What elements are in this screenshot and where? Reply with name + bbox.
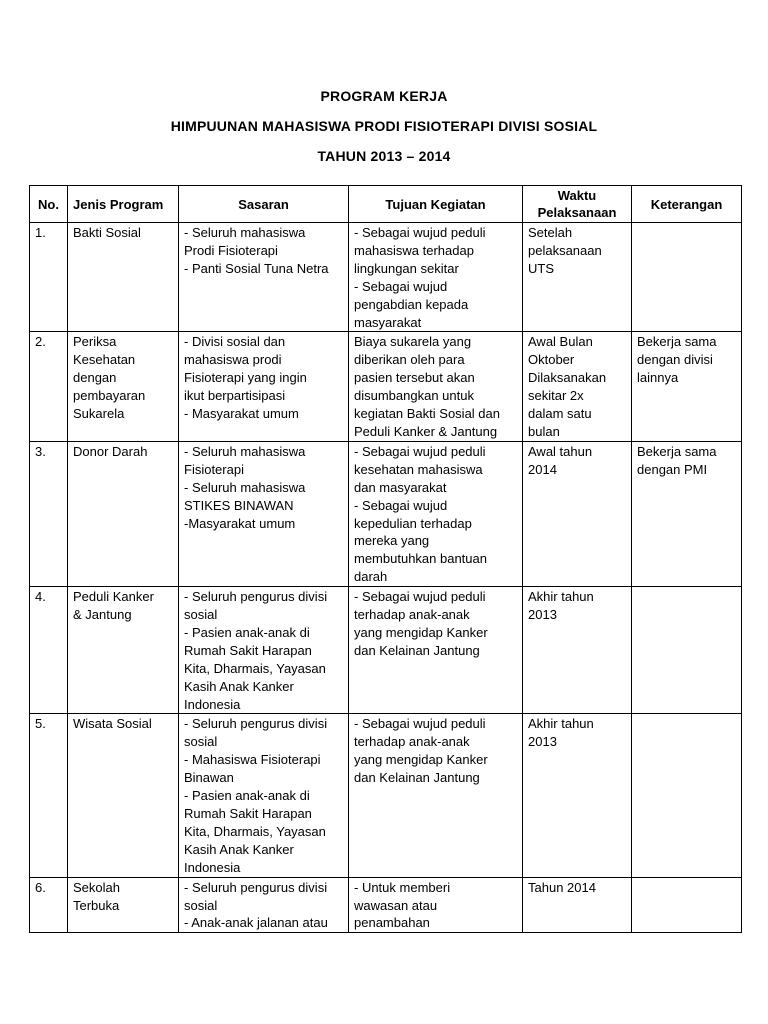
cell-text-line: - Sebagai wujud peduli (354, 716, 486, 732)
cell-text-line: ikut berpartisipasi (184, 388, 286, 404)
document-title: PROGRAM KERJA (320, 88, 448, 104)
cell-tujuan-kegiatan (349, 587, 523, 714)
cell-sasaran (179, 332, 349, 441)
program-table (29, 185, 742, 933)
cell-waktu-pelaksanaan (523, 587, 632, 714)
cell-text-line: mahasiswa terhadap (354, 242, 474, 258)
cell-text-line: 2014 (528, 461, 557, 477)
header-waktu-pelaksanaan: Waktu Pelaksanaan (523, 186, 632, 223)
cell-text-line: wawasan atau (354, 897, 438, 913)
cell-text-line: mahasiswa prodi (184, 352, 282, 368)
document-title-block (0, 88, 768, 178)
cell-keterangan (632, 714, 742, 877)
cell-text-line: 2013 (528, 734, 557, 750)
cell-text-line: disumbangkan untuk (354, 388, 474, 404)
cell-text-line: diberikan oleh para (354, 352, 465, 368)
cell-text-line: sosial (184, 607, 218, 623)
cell-text-line: Biaya sukarela yang (354, 334, 472, 350)
cell-text-line: Kita, Dharmais, Yayasan (184, 823, 326, 839)
cell-text-line: dan masyarakat (354, 479, 447, 495)
cell-tujuan-kegiatan (349, 714, 523, 877)
cell-text-line: UTS (528, 260, 554, 276)
cell-no: 3. (30, 441, 68, 586)
cell-text-line: - Sebagai wujud peduli (354, 225, 486, 240)
cell-tujuan-kegiatan (349, 877, 523, 933)
cell-keterangan (632, 223, 742, 332)
cell-keterangan (632, 587, 742, 714)
cell-text-line: kesehatan mahasiswa (354, 461, 483, 477)
cell-text-line: - Untuk memberi (354, 879, 451, 895)
cell-sasaran (179, 877, 349, 933)
cell-text-line: sosial (184, 897, 218, 913)
cell-text-line: - Seluruh mahasiswa (184, 443, 306, 459)
cell-text-line: yang mengidap Kanker (354, 752, 488, 768)
cell-text-line: pembayaran (73, 388, 146, 404)
cell-text-line: 2013 (528, 607, 557, 623)
cell-waktu-pelaksanaan (523, 441, 632, 586)
cell-text-line: - Pasien anak-anak di (184, 788, 310, 804)
cell-text-line: Sekolah (73, 879, 120, 895)
cell-text-line: Wisata Sosial (73, 716, 152, 732)
cell-text-line: Peduli Kanker & Jantung (354, 423, 498, 439)
cell-text-line: Binawan (184, 770, 234, 786)
cell-text-line: - Sebagai wujud peduli (354, 443, 486, 459)
cell-text-line: - Pasien anak-anak di (184, 624, 310, 640)
cell-text-line: dalam satu (528, 406, 592, 422)
cell-text-line: Fisioterapi yang ingin (184, 370, 307, 386)
cell-text-line: - Panti Sosial Tuna Netra (184, 260, 329, 276)
document-year: TAHUN 2013 – 2014 (317, 148, 451, 164)
table-row (30, 332, 742, 441)
cell-jenis-program (68, 441, 179, 586)
header-keterangan: Keterangan (632, 186, 742, 223)
cell-text-line: Bekerja sama (637, 334, 717, 350)
cell-text-line: STIKES BINAWAN (184, 497, 294, 513)
cell-text-line: Bekerja sama (637, 443, 717, 459)
cell-text-line: pasien tersebut akan (354, 370, 475, 386)
cell-text-line: Rumah Sakit Harapan (184, 806, 312, 821)
table-body (30, 223, 742, 933)
cell-text-line: kegiatan Bakti Sosial dan (354, 406, 500, 422)
table-row (30, 877, 742, 933)
cell-tujuan-kegiatan (349, 332, 523, 441)
cell-text-line: dan Kelainan Jantung (354, 770, 480, 786)
cell-no: 4. (30, 587, 68, 714)
cell-text-line: Periksa (73, 334, 117, 350)
cell-text-line: Akhir tahun (528, 589, 594, 605)
cell-text-line: penambahan (354, 915, 430, 931)
cell-text-line: Kesehatan (73, 352, 136, 368)
cell-text-line: dengan PMI (637, 461, 708, 477)
cell-keterangan (632, 332, 742, 441)
cell-text-line: Donor Darah (73, 443, 148, 459)
cell-text-line: Peduli Kanker (73, 589, 154, 605)
cell-text-line: kepedulian terhadap (354, 515, 472, 531)
header-jenis-program: Jenis Program (68, 186, 179, 223)
cell-text-line: Sukarela (73, 406, 125, 422)
cell-tujuan-kegiatan (349, 223, 523, 332)
cell-text-line: Tahun 2014 (528, 879, 596, 895)
cell-text-line: - Masyarakat umum (184, 406, 299, 422)
cell-sasaran (179, 223, 349, 332)
cell-jenis-program (68, 223, 179, 332)
cell-jenis-program (68, 332, 179, 441)
cell-sasaran (179, 587, 349, 714)
cell-waktu-pelaksanaan (523, 714, 632, 877)
header-tujuan-kegiatan: Tujuan Kegiatan (349, 186, 523, 223)
cell-text-line: - Seluruh pengurus divisi (184, 716, 328, 732)
cell-text-line: - Seluruh mahasiswa (184, 479, 306, 495)
cell-text-line: terhadap anak-anak (354, 607, 470, 623)
cell-no: 1. (30, 223, 68, 332)
cell-keterangan (632, 877, 742, 933)
cell-waktu-pelaksanaan (523, 332, 632, 441)
header-no: No. (30, 186, 68, 223)
cell-text-line: dengan divisi (637, 352, 713, 368)
cell-text-line: sekitar 2x (528, 388, 584, 404)
cell-text-line: - Seluruh mahasiswa (184, 225, 306, 240)
cell-text-line: pengabdian kepada (354, 296, 469, 312)
cell-text-line: Bakti Sosial (73, 225, 141, 240)
cell-text-line: - Divisi sosial dan (184, 334, 286, 350)
table-row (30, 587, 742, 714)
table-row (30, 441, 742, 586)
cell-text-line: -Masyarakat umum (184, 515, 296, 531)
header-sasaran: Sasaran (179, 186, 349, 223)
cell-text-line: - Mahasiswa Fisioterapi (184, 752, 321, 768)
cell-text-line: Oktober (528, 352, 575, 368)
cell-text-line: masyarakat (354, 314, 422, 330)
cell-text-line: Terbuka (73, 897, 120, 913)
cell-text-line: pelaksanaan (528, 242, 602, 258)
cell-text-line: - Sebagai wujud (354, 278, 448, 294)
cell-text-line: Fisioterapi (184, 461, 244, 477)
cell-text-line: Kasih Anak Kanker (184, 841, 294, 857)
cell-text-line: Prodi Fisioterapi (184, 242, 278, 258)
cell-waktu-pelaksanaan (523, 223, 632, 332)
cell-text-line: lingkungan sekitar (354, 260, 459, 276)
cell-text-line: terhadap anak-anak (354, 734, 470, 750)
table-header-row (30, 186, 742, 223)
document-subtitle: HIMPUUNAN MAHASISWA PRODI FISIOTERAPI DIVISI SOSIAL (170, 118, 598, 134)
cell-text-line: Akhir tahun (528, 716, 594, 732)
table-row (30, 223, 742, 332)
cell-text-line: bulan (528, 423, 560, 439)
cell-text-line: dan Kelainan Jantung (354, 642, 480, 658)
cell-text-line: Indonesia (184, 859, 241, 875)
cell-text-line: mereka yang (354, 533, 430, 549)
table-row (30, 714, 742, 877)
cell-text-line: - Sebagai wujud peduli (354, 589, 486, 605)
cell-text-line: - Seluruh pengurus divisi (184, 879, 328, 895)
cell-sasaran (179, 441, 349, 586)
cell-waktu-pelaksanaan (523, 877, 632, 933)
cell-text-line: & Jantung (73, 607, 132, 623)
cell-tujuan-kegiatan (349, 441, 523, 586)
cell-text-line: sosial (184, 734, 218, 750)
cell-sasaran (179, 714, 349, 877)
cell-text-line: darah (354, 569, 388, 585)
cell-no: 5. (30, 714, 68, 877)
cell-text-line: Indonesia (184, 696, 241, 712)
cell-jenis-program (68, 587, 179, 714)
cell-jenis-program (68, 877, 179, 933)
cell-text-line: - Seluruh pengurus divisi (184, 589, 328, 605)
cell-text-line: - Sebagai wujud (354, 497, 448, 513)
cell-jenis-program (68, 714, 179, 877)
cell-text-line: - Anak-anak jalanan atau (184, 915, 328, 931)
cell-text-line: Awal tahun (528, 443, 593, 459)
cell-text-line: Kasih Anak Kanker (184, 678, 294, 694)
cell-keterangan (632, 441, 742, 586)
cell-text-line: Setelah (528, 225, 573, 240)
cell-text-line: Kita, Dharmais, Yayasan (184, 660, 326, 676)
cell-no: 6. (30, 877, 68, 933)
cell-no: 2. (30, 332, 68, 441)
cell-text-line: Rumah Sakit Harapan (184, 642, 312, 658)
cell-text-line: lainnya (637, 370, 679, 386)
cell-text-line: Dilaksanakan (528, 370, 607, 386)
cell-text-line: Awal Bulan (528, 334, 593, 350)
cell-text-line: dengan (73, 370, 117, 386)
cell-text-line: yang mengidap Kanker (354, 624, 488, 640)
cell-text-line: membutuhkan bantuan (354, 551, 487, 567)
